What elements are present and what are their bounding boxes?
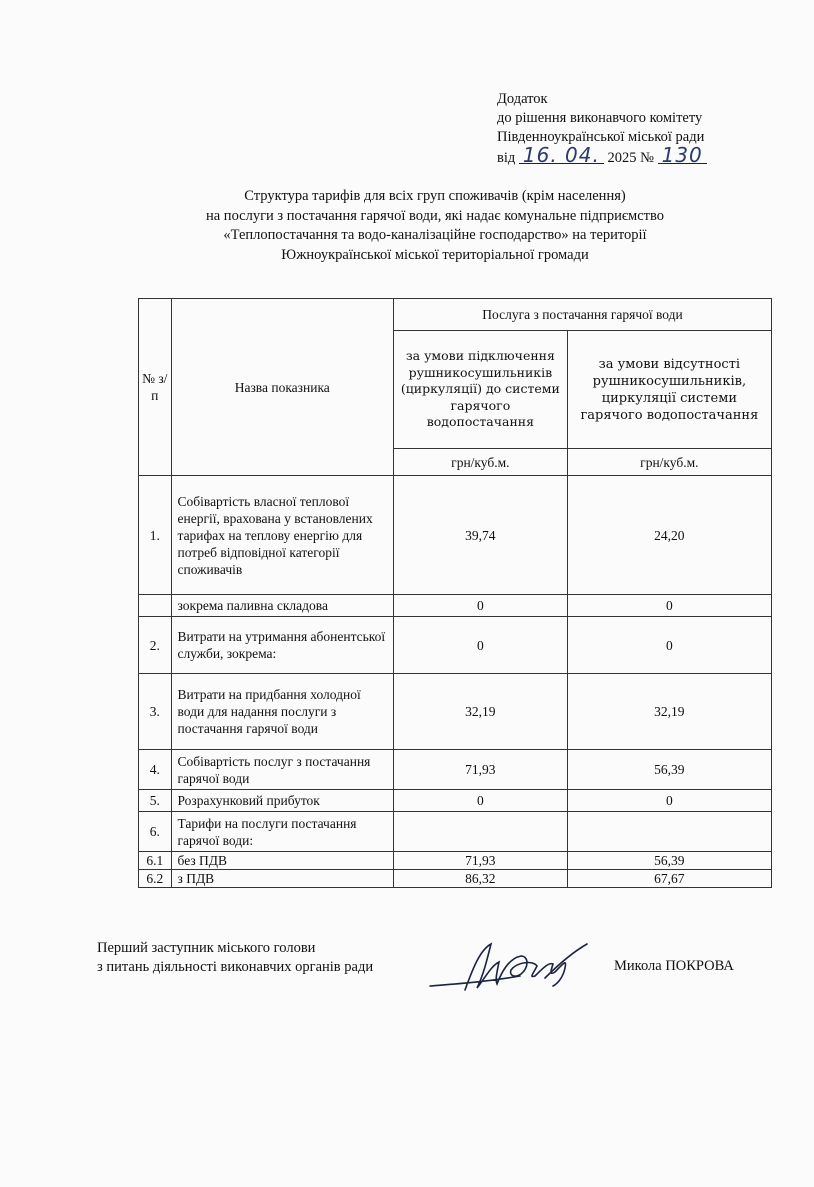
header-condition-1: за умови підключення рушникосушильників (циркуляції) до системи гарячого водопостачання: [394, 331, 568, 449]
row-num: 3.: [139, 674, 172, 750]
header-condition-2: за умови відсутності рушникосушильників, циркуляції системи гарячого водопостачання: [567, 331, 771, 449]
row-name: Витрати на придбання холодної води для надання послуги з постачання гарячої води: [171, 674, 394, 750]
document-title: [120, 187, 750, 265]
row-value-2: 67,67: [567, 870, 771, 888]
position-line: з питань діяльності виконавчих органів ради: [97, 959, 374, 975]
addendum-date-row: [497, 143, 707, 168]
position-line: Перший заступник міського голови: [97, 940, 316, 956]
tariff-structure-table: [138, 298, 772, 888]
row-name: зокрема паливна складова: [171, 595, 394, 617]
table-row: [139, 674, 772, 750]
row-value-2: [567, 812, 771, 852]
addendum-line: Південноукраїнської міської ради: [497, 129, 705, 145]
row-name: Розрахунковий прибуток: [171, 790, 394, 812]
title-line: Южноукраїнської міської територіальної громади: [281, 246, 589, 263]
year-label: 2025 №: [607, 150, 654, 166]
row-value-1: 32,19: [394, 674, 568, 750]
row-name: Собівартість послуг з постачання гарячої води: [171, 750, 394, 790]
row-name: Собівартість власної теплової енергії, врахована у встановлених тарифах на теплову енергію для потреб відповідної категорії споживачів: [171, 476, 394, 595]
row-name: без ПДВ: [171, 852, 394, 870]
row-num: 6.1: [139, 852, 172, 870]
row-value-2: 56,39: [567, 750, 771, 790]
row-num: [139, 595, 172, 617]
title-line: «Теплопостачання та водо-каналізаційне господарство» на території: [223, 227, 647, 243]
title-line: Структура тарифів для всіх груп споживачів (крім населення): [244, 188, 626, 204]
addendum-title: Додаток: [497, 91, 548, 107]
row-name: Тарифи на послуги постачання гарячої води:: [171, 812, 394, 852]
row-num: 2.: [139, 617, 172, 674]
row-value-2: 0: [567, 617, 771, 674]
row-num: 1.: [139, 476, 172, 595]
row-value-2: 0: [567, 790, 771, 812]
row-name: Витрати на утримання абонентської служби, зокрема:: [171, 617, 394, 674]
header-num: № з/п: [139, 299, 172, 476]
row-num: 6.2: [139, 870, 172, 888]
addendum-block: [497, 90, 707, 168]
table-row: [139, 750, 772, 790]
row-value-1: 86,32: [394, 870, 568, 888]
date-prefix: від: [497, 150, 516, 166]
row-value-2: 56,39: [567, 852, 771, 870]
table-row: [139, 790, 772, 812]
row-value-2: 32,19: [567, 674, 771, 750]
header-service: Послуга з постачання гарячої води: [394, 299, 772, 331]
handwritten-number: 130: [658, 147, 707, 164]
row-value-1: [394, 812, 568, 852]
row-value-2: 0: [567, 595, 771, 617]
table-row: [139, 595, 772, 617]
row-value-1: 39,74: [394, 476, 568, 595]
row-num: 6.: [139, 812, 172, 852]
row-value-1: 0: [394, 790, 568, 812]
row-name: з ПДВ: [171, 870, 394, 888]
addendum-line: до рішення виконавчого комітету: [497, 110, 703, 126]
table-header-row: [139, 299, 772, 331]
row-num: 5.: [139, 790, 172, 812]
table-row: [139, 617, 772, 674]
table-row: [139, 812, 772, 852]
row-value-1: 71,93: [394, 852, 568, 870]
row-value-1: 71,93: [394, 750, 568, 790]
table-row: [139, 870, 772, 888]
handwritten-date: 16. 04.: [519, 147, 604, 164]
header-unit-2: грн/куб.м.: [567, 449, 771, 476]
handwritten-signature: [425, 938, 595, 998]
row-value-2: 24,20: [567, 476, 771, 595]
signatory-position: [97, 939, 373, 977]
signatory-name: Микола ПОКРОВА: [614, 958, 734, 974]
header-name: Назва показника: [171, 299, 394, 476]
title-line: на послуги з постачання гарячої води, які надає комунальне підприємство: [205, 207, 664, 224]
row-num: 4.: [139, 750, 172, 790]
row-value-1: 0: [394, 617, 568, 674]
row-value-1: 0: [394, 595, 568, 617]
table-row: [139, 852, 772, 870]
header-unit-1: грн/куб.м.: [394, 449, 568, 476]
table-row: [139, 476, 772, 595]
